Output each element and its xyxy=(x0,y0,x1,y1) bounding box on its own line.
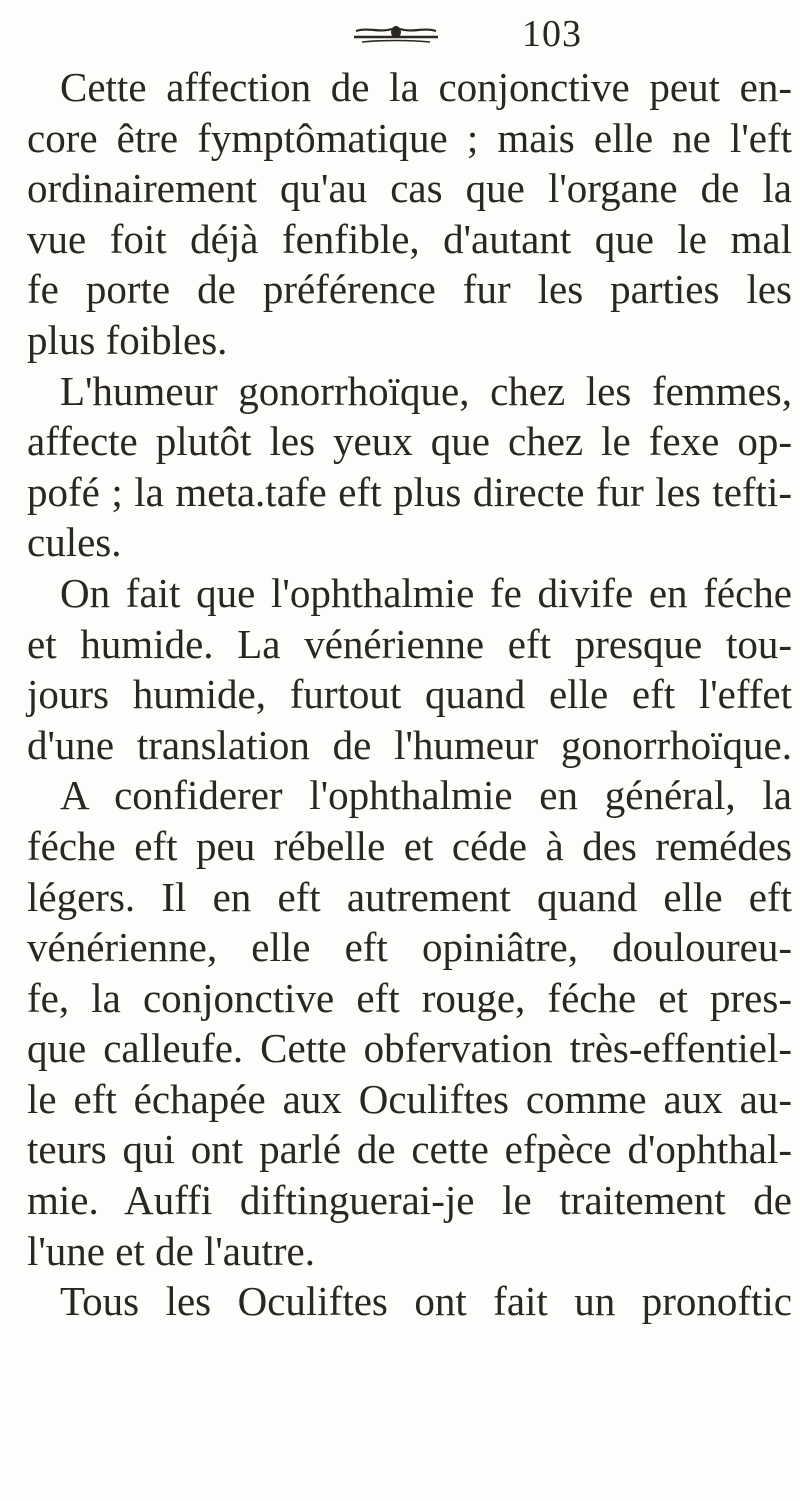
text-line: d'une translation de l'humeur gonorrhoïque. xyxy=(27,721,792,768)
page-header xyxy=(0,10,800,60)
text-line: fe porte de préférence fur les parties les xyxy=(27,266,792,313)
ornament-icon xyxy=(352,22,440,46)
text-line: jours humide, furtout quand elle eft l'effet xyxy=(27,671,792,718)
text-line: le eft échapée aux Oculiftes comme aux au- xyxy=(27,1075,792,1122)
page-number: 103 xyxy=(522,13,582,55)
text-line: pofé ; la meta.tafe eft plus directe fur les tefti- xyxy=(27,468,792,515)
text-line: et humide. La vénérienne eft presque tou- xyxy=(27,620,792,667)
text-line: plus foibles. xyxy=(27,316,228,363)
text-line: vénérienne, elle eft opiniâtre, douloureu- xyxy=(27,924,792,971)
body-text xyxy=(27,62,792,1327)
text-line: Tous les Oculiftes ont fait un pronoftic xyxy=(60,1278,792,1325)
text-line: core être fymptômatique ; mais elle ne l'eft xyxy=(27,114,792,161)
text-line: vue foit déjà fenfible, d'autant que le mal xyxy=(27,215,792,262)
text-line: A confiderer l'ophthalmie en général, la xyxy=(60,772,792,819)
text-line: Cette affection de la conjonctive peut en- xyxy=(60,64,792,110)
text-line: mie. Auffi diftinguerai-je le traitement de xyxy=(27,1177,792,1224)
text-line: fe, la conjonctive eft rouge, féche et pres- xyxy=(27,974,792,1021)
text-line: que calleufe. Cette obfervation très-effentiel- xyxy=(27,1025,792,1072)
text-line: On fait que l'ophthalmie fe divife en féche xyxy=(60,569,792,616)
text-line: féche eft peu rébelle et céde à des remédes xyxy=(27,822,792,869)
text-line: légers. Il en eft autrement quand elle eft xyxy=(27,873,792,920)
text-line: cules. xyxy=(27,519,122,566)
text-line: L'humeur gonorrhoïque, chez les femmes, xyxy=(60,367,792,414)
text-line: affecte plutôt les yeux que chez le fexe op- xyxy=(27,418,792,465)
text-line: teurs qui ont parlé de cette efpèce d'ophthal- xyxy=(27,1126,792,1173)
text-line: ordinairement qu'au cas que l'organe de la xyxy=(27,165,792,212)
text-line: l'une et de l'autre. xyxy=(27,1227,315,1274)
